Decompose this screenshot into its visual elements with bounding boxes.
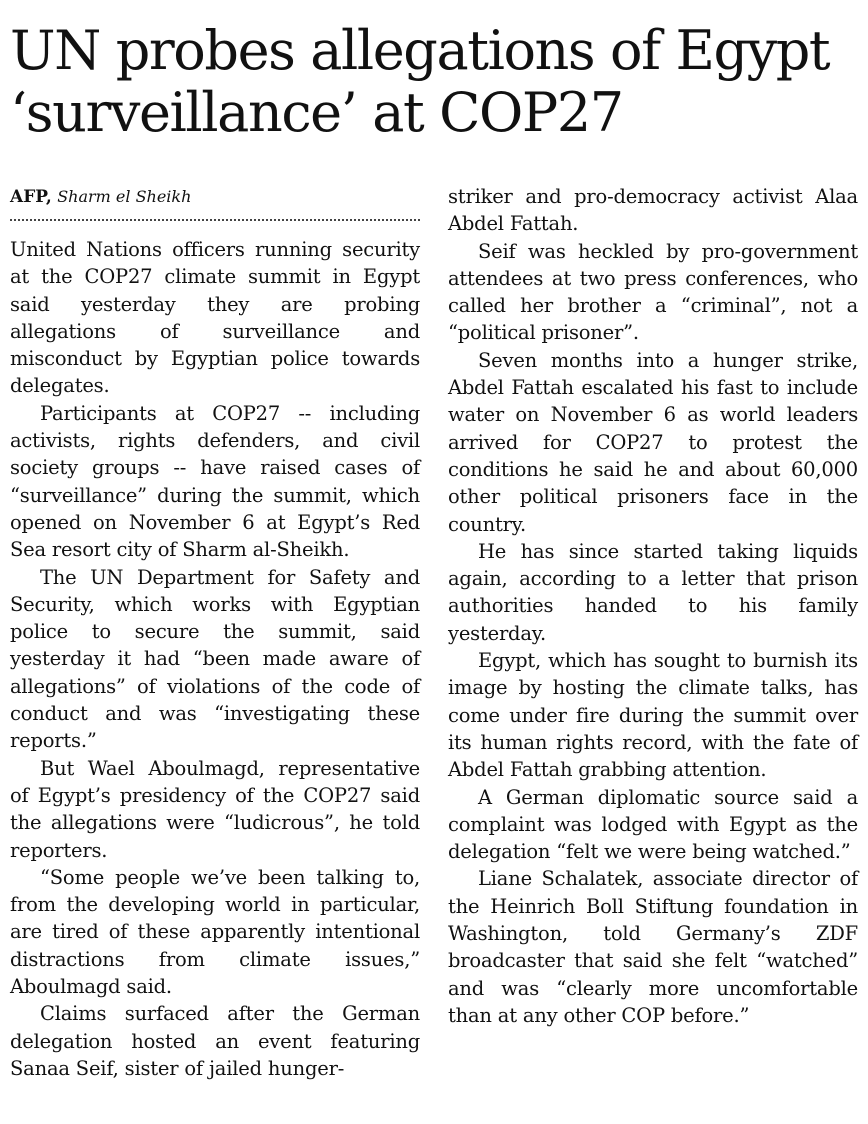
paragraph: Participants at COP27 -- including activists, rights defenders, and civil society groups -- have raised cases of “surveillance” during the summit, which opened on November 6 at Egypt’s Red Sea resort city of Sharm al-Sheikh. <box>10 401 420 562</box>
paragraph: He has since started taking liquids again, according to a letter that prison authorities handed to his family yesterday. <box>448 539 858 645</box>
paragraph: striker and pro-democracy activist Alaa Abdel Fattah. <box>448 185 858 236</box>
paragraph: Liane Schalatek, associate director of the Heinrich Boll Stiftung foundation in Washington, told Germany’s ZDF broadcaster that said she felt “watched” and was “clearly more uncomfortable than at any other COP before.” <box>448 867 858 1027</box>
headline: UN probes allegations of Egypt ‘surveillance’ at COP27 <box>10 19 830 144</box>
byline-agency: AFP, <box>10 187 52 207</box>
paragraph: Egypt, which has sought to burnish its image by hosting the climate talks, has come under fire during the summit over its human rights record, with the fate of Abdel Fattah grabbing attention. <box>448 649 858 782</box>
paragraph: Seif was heckled by pro-government attendees at two press conferences, who called her brother a “criminal”, not a “political prisoner”. <box>448 239 858 345</box>
byline-divider <box>10 219 420 221</box>
article-column-1 <box>10 236 420 1082</box>
paragraph: The UN Department for Safety and Security, which works with Egyptian police to secure the summit, said yesterday it had “been made aware of allegations” of violations of the code of conduct and was “investigating these reports.” <box>10 565 420 753</box>
paragraph: But Wael Aboulmagd, representative of Egypt’s presidency of the COP27 said the allegations were “ludicrous”, he told reporters. <box>10 756 420 862</box>
byline <box>10 185 420 209</box>
paragraph: United Nations officers running security at the COP27 climate summit in Egypt said yesterday they are probing allegations of surveillance and misconduct by Egyptian police towards delegates. <box>10 238 420 398</box>
paragraph: “Some people we’ve been talking to, from the developing world in particular, are tired of these apparently intentional distractions from climate issues,” Aboulmagd said. <box>10 865 420 999</box>
article-column-2 <box>448 183 858 1029</box>
paragraph: Claims surfaced after the German delegation hosted an event featuring Sanaa Seif, sister of jailed hunger- <box>10 1002 420 1080</box>
byline-location: Sharm el Sheikh <box>57 187 192 206</box>
paragraph: Seven months into a hunger strike, Abdel Fattah escalated his fast to include water on November 6 as world leaders arrived for COP27 to protest the conditions he said he and about 60,000 other political prisoners face in the country. <box>448 348 858 536</box>
paragraph: A German diplomatic source said a complaint was lodged with Egypt as the delegation “felt we were being watched.” <box>448 785 858 864</box>
